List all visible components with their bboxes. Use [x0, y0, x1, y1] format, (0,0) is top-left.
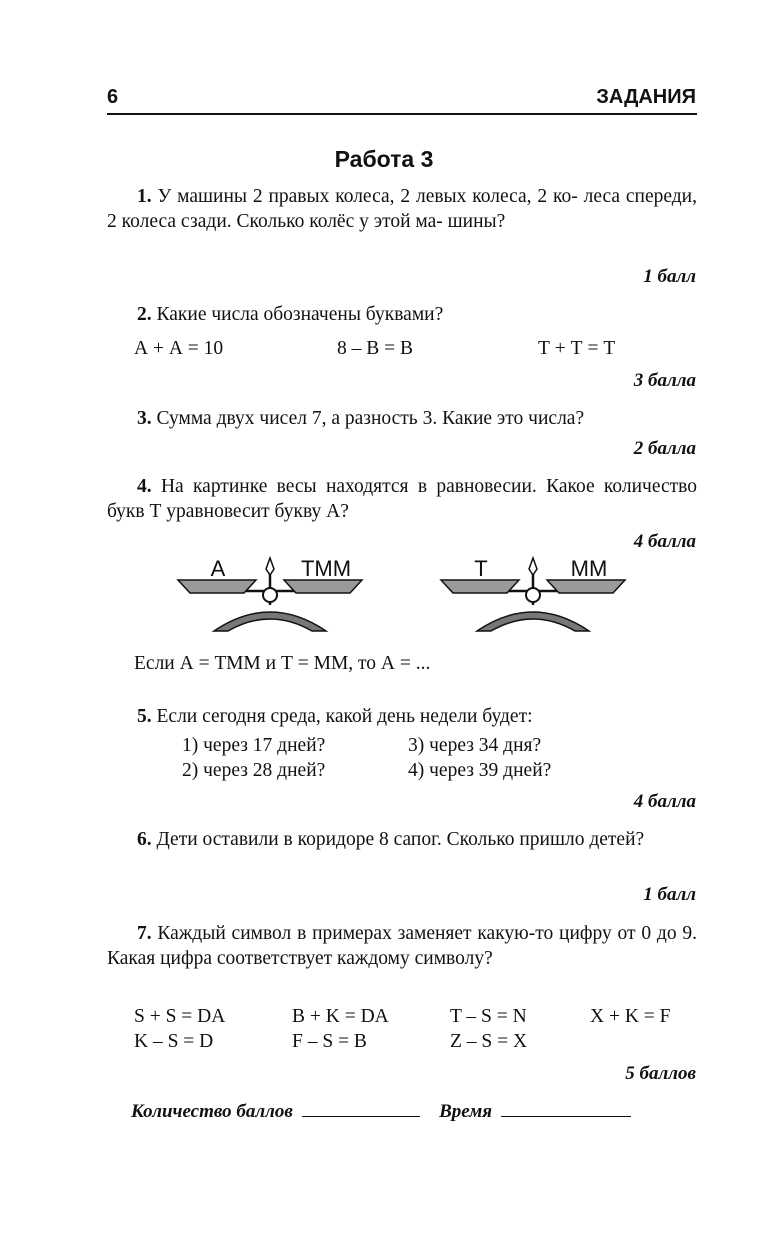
scale-2-right-label: ММ: [570, 556, 608, 581]
task-5-text: Если сегодня среда, какой день недели будет:: [156, 706, 533, 727]
task-2-eq-1: А + А = 10: [134, 338, 224, 359]
task-4-text: На картинке весы находятся в равновесии. Какое количество букв Т уравновесит букву А?: [107, 476, 697, 522]
task-7-score: 5 баллов: [625, 1063, 696, 1084]
task-5-option-2: 2) через 28 дней?: [182, 760, 326, 781]
task-5: [107, 704, 697, 729]
task-7-eq-6: F – S = B: [292, 1031, 367, 1052]
task-5-option-3: 3) через 34 дня?: [408, 735, 542, 756]
task-5-score: 4 балла: [633, 791, 696, 812]
task-3: [107, 406, 697, 431]
score-footer: [131, 1098, 631, 1123]
task-1-number: 1.: [137, 186, 152, 207]
scale-1-left-label: А: [210, 556, 226, 581]
task-7-eq-3: T – S = N: [450, 1006, 527, 1027]
task-7-number: 7.: [137, 923, 152, 944]
balance-scale-1: [176, 555, 366, 635]
task-4-score: 4 балла: [633, 531, 696, 552]
balance-scale-2: [439, 555, 629, 635]
scale-1-right-label: ТММ: [300, 556, 352, 581]
page-title: Работа 3: [334, 146, 434, 172]
task-4-conclusion: Если А = ТММ и Т = ММ, то А = ...: [134, 653, 431, 674]
task-7-eq-2: B + K = DA: [292, 1006, 389, 1027]
task-2-text: Какие числа обозначены буквами?: [156, 304, 444, 325]
task-5-option-1: 1) через 17 дней?: [182, 735, 326, 756]
task-4-number: 4.: [137, 476, 152, 497]
points-label: Количество баллов: [131, 1101, 293, 1122]
scale-2-left-label: Т: [474, 556, 488, 581]
task-5-option-4: 4) через 39 дней?: [408, 760, 552, 781]
task-2-number: 2.: [137, 304, 152, 325]
points-blank[interactable]: [302, 1098, 420, 1117]
task-1: [107, 184, 697, 234]
task-7-text: Каждый символ в примерах заменяет какую-то цифру от 0 до 9. Какая цифра соответствует каждому символу?: [107, 923, 697, 969]
task-2-score: 3 балла: [633, 370, 696, 391]
task-7-eq-4: X + K = F: [590, 1006, 671, 1027]
task-2-eq-3: Т + Т = Т: [538, 338, 616, 359]
section-title: ЗАДАНИЯ: [596, 86, 696, 108]
task-2-eq-2: 8 – В = В: [337, 338, 414, 359]
task-6-score: 1 балл: [643, 884, 696, 905]
task-6-text: Дети оставили в коридоре 8 сапог. Сколько пришло детей?: [156, 829, 645, 850]
task-7: [107, 921, 697, 971]
task-4: [107, 474, 697, 524]
header-rule: [107, 113, 697, 115]
task-3-text: Сумма двух чисел 7, а разность 3. Какие это числа?: [156, 408, 585, 429]
task-3-number: 3.: [137, 408, 152, 429]
task-3-score: 2 балла: [633, 438, 696, 459]
task-1-score: 1 балл: [643, 266, 696, 287]
task-5-number: 5.: [137, 706, 152, 727]
task-7-eq-7: Z – S = X: [450, 1031, 528, 1052]
task-7-eq-5: K – S = D: [134, 1031, 214, 1052]
task-2: [107, 302, 697, 327]
task-7-eq-1: S + S = DA: [134, 1006, 226, 1027]
time-blank[interactable]: [501, 1098, 631, 1117]
page-number: 6: [107, 86, 119, 108]
time-label: Время: [439, 1101, 493, 1122]
task-6-number: 6.: [137, 829, 152, 850]
task-1-text: У машины 2 правых колеса, 2 левых колеса, 2 ко- леса спереди, 2 колеса сзади. Сколько колёс у этой ма- шины?: [107, 186, 697, 232]
task-6: [107, 827, 697, 852]
